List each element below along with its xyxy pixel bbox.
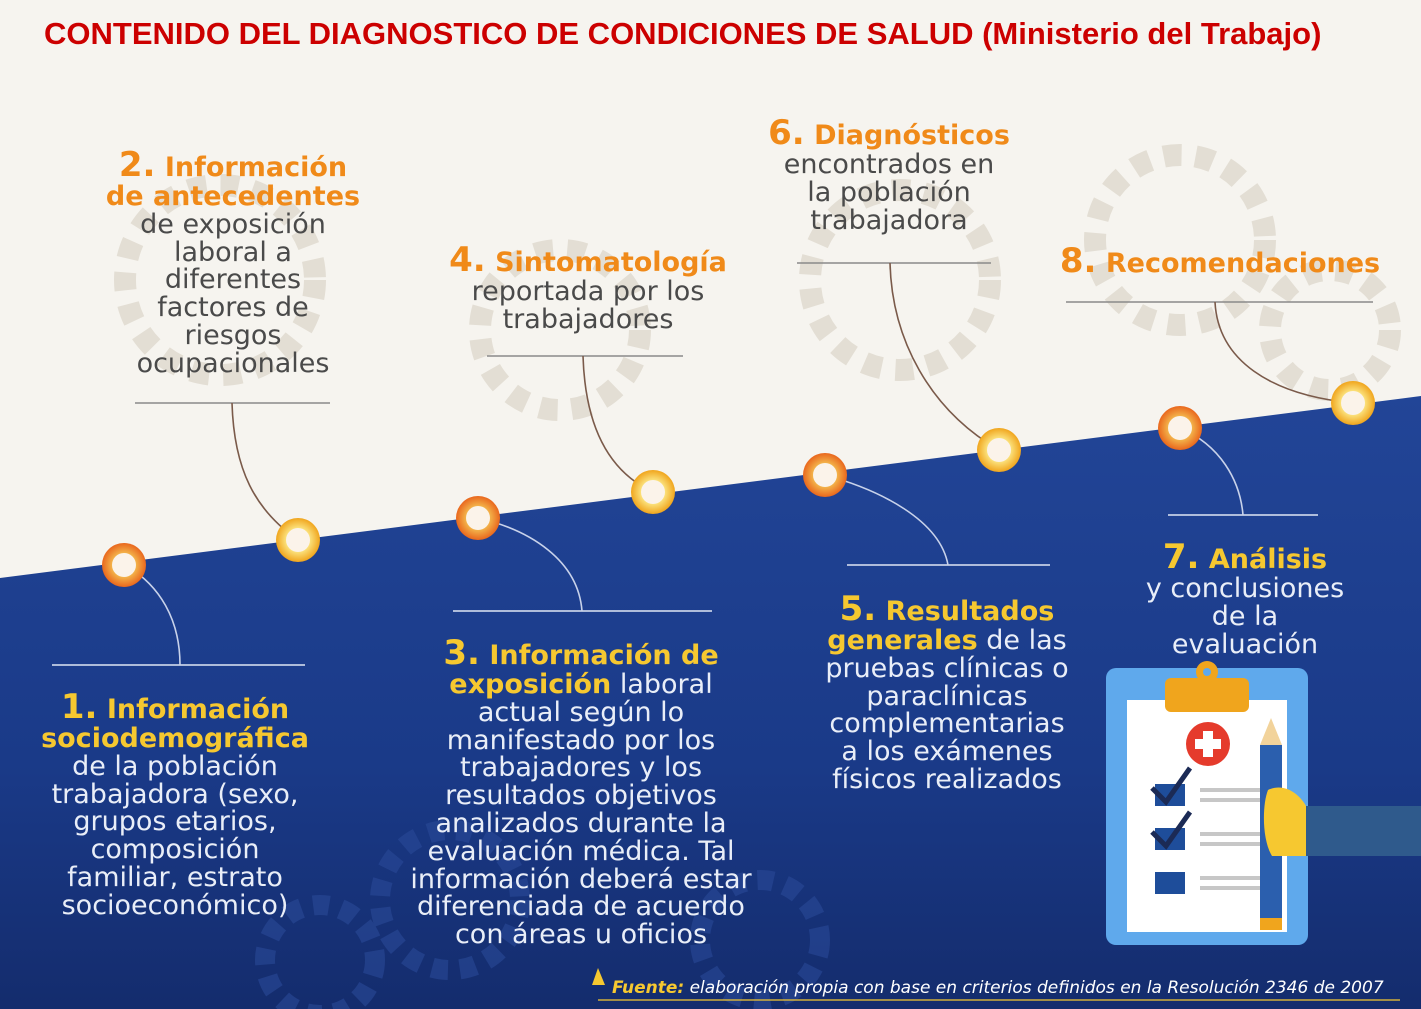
step-5-heading: Resultados generales bbox=[827, 596, 1055, 657]
timeline-node-6 bbox=[977, 428, 1021, 472]
step-5 bbox=[822, 589, 1072, 795]
step-3-number: 3. bbox=[443, 633, 480, 673]
step-1-text: de la población trabajadora (sexo, grupos etarios, composición familiar, estrato socioeconómico) bbox=[51, 750, 299, 921]
connector-2 bbox=[232, 403, 298, 540]
timeline-node-4 bbox=[631, 470, 675, 514]
timeline-node-7 bbox=[1158, 406, 1202, 450]
timeline-node-5 bbox=[803, 453, 847, 497]
step-1-heading: Información sociodemográfica bbox=[41, 694, 309, 755]
step-4-heading: Sintomatología bbox=[495, 247, 727, 278]
step-2-heading: Información de antecedentes bbox=[105, 152, 361, 213]
timeline-node-3 bbox=[456, 496, 500, 540]
step-7-heading: Análisis bbox=[1208, 544, 1328, 575]
step-2 bbox=[100, 145, 366, 379]
step-6-text: encontrados en la población trabajadora bbox=[783, 149, 995, 236]
step-6 bbox=[760, 113, 1018, 236]
source-label: Fuente: bbox=[612, 978, 685, 998]
timeline-node-8 bbox=[1331, 381, 1375, 425]
step-8-heading: Recomendaciones bbox=[1105, 248, 1381, 279]
step-3 bbox=[405, 633, 757, 951]
step-1 bbox=[30, 687, 320, 921]
step-6-number: 6. bbox=[768, 113, 805, 153]
step-7-number: 7. bbox=[1162, 537, 1200, 577]
step-8 bbox=[1050, 241, 1390, 281]
connector-4 bbox=[583, 356, 653, 492]
page-title: CONTENIDO DEL DIAGNOSTICO DE CONDICIONES DE SALUD (Ministerio del Trabajo) bbox=[44, 16, 1322, 51]
step-1-number: 1. bbox=[60, 687, 98, 727]
step-4 bbox=[440, 240, 736, 335]
step-4-number: 4. bbox=[449, 240, 486, 280]
step-7-text: y conclusiones de la evaluación bbox=[1145, 573, 1345, 660]
source-note bbox=[612, 978, 1384, 998]
step-3-text: laboral actual según lo manifestado por los trabajadores y los resultados objetivos analizados durante la evaluación médica. Tal información deberá estar diferenciada de acuerdo con áreas u oficios bbox=[410, 669, 752, 951]
step-2-number: 2. bbox=[118, 145, 156, 185]
step-8-number: 8. bbox=[1059, 241, 1097, 281]
step-6-heading: Diagnósticos bbox=[814, 120, 1010, 151]
step-3-heading: Información de exposición bbox=[449, 640, 719, 701]
medical-cross-icon bbox=[1186, 722, 1230, 766]
timeline-node-2 bbox=[276, 518, 320, 562]
step-4-text: reportada por los trabajadores bbox=[471, 276, 705, 335]
timeline-node-1 bbox=[102, 543, 146, 587]
step-5-text: de las pruebas clínicas o paraclínicas complementarias a los exámenes físicos realizados bbox=[825, 625, 1069, 795]
source-text: elaboración propia con base en criterios definidos en la Resolución 2346 de 2007 bbox=[689, 978, 1384, 998]
step-7 bbox=[1120, 537, 1370, 660]
step-2-text: de exposición laboral a diferentes factores de riesgos ocupacionales bbox=[136, 208, 330, 379]
step-5-number: 5. bbox=[839, 589, 877, 629]
